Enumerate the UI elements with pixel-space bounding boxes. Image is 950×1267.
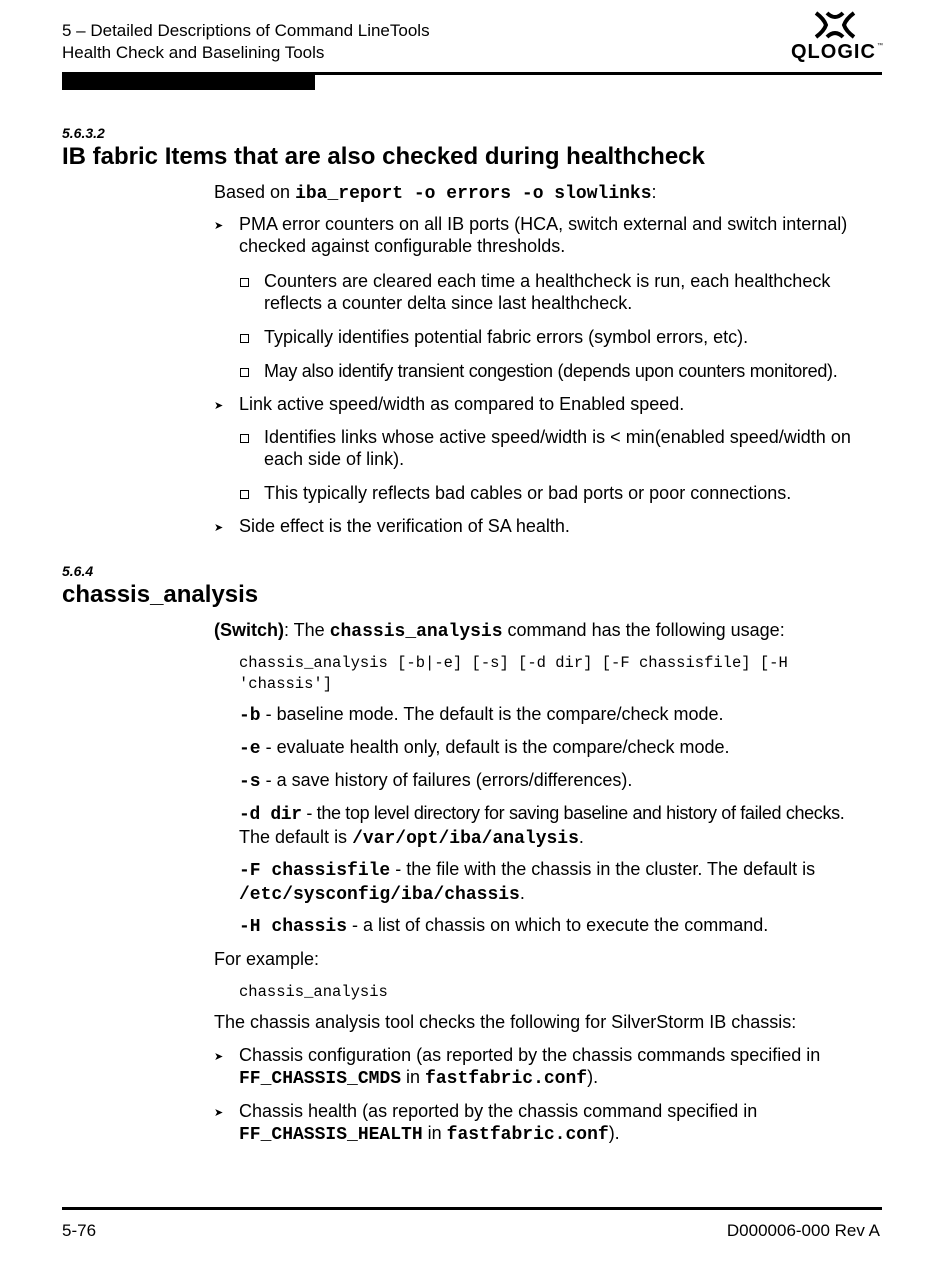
list-item: PMA error counters on all IB ports (HCA, switch external and switch internal) checked against configurable thresholds. xyxy=(239,214,848,256)
qlogic-mark-icon xyxy=(812,11,858,39)
list-subitem: This typically reflects bad cables or bad ports or poor connections. xyxy=(264,483,792,503)
inline-code: iba_report -o errors -o slowlinks xyxy=(295,184,652,204)
section-title: IB fabric Items that are also checked during healthcheck xyxy=(62,143,705,170)
header-section: Health Check and Baselining Tools xyxy=(62,43,325,62)
list-item: Chassis health (as reported by the chassis command specified in FF_CHASSIS_HEALTH in fastfabric.conf). xyxy=(239,1101,758,1145)
qlogic-logo xyxy=(790,9,882,65)
bullet-icon: ➤ xyxy=(214,522,224,534)
option-F: -F chassisfile - the file with the chassis in the cluster. The default is /etc/sysconfig/iba/chassis. xyxy=(239,859,816,905)
option-d: -d dir - the top level directory for saving baseline and history of failed checks. The default is /var/opt/iba/analysis. xyxy=(239,803,845,849)
list-item: Chassis configuration (as reported by the chassis commands specified in FF_CHASSIS_CMDS in fastfabric.conf). xyxy=(239,1045,821,1089)
option-b: -b - baseline mode. The default is the compare/check mode. xyxy=(239,704,724,726)
syntax-block: chassis_analysis [-b|-e] [-s] [-d dir] [-F chassisfile] [-H 'chassis'] xyxy=(239,654,788,693)
list-item: Side effect is the verification of SA health. xyxy=(239,516,570,536)
header-chapter: 5 – Detailed Descriptions of Command LineTools xyxy=(62,21,430,40)
header-bar xyxy=(62,75,315,90)
square-bullet-icon xyxy=(240,490,249,499)
logo-text: QLOGIC xyxy=(791,41,876,63)
document-id: D000006-000 Rev A xyxy=(726,1221,880,1240)
list-subitem: Counters are cleared each time a healthcheck is run, each healthcheck reflects a counter delta since last healthcheck. xyxy=(264,271,831,313)
square-bullet-icon xyxy=(240,434,249,443)
example-code: chassis_analysis xyxy=(239,983,388,1001)
bullet-icon: ➤ xyxy=(214,400,224,412)
square-bullet-icon xyxy=(240,334,249,343)
list-subitem: Identifies links whose active speed/width is < min(enabled speed/width on each side of link). xyxy=(264,427,851,469)
option-H: -H chassis - a list of chassis on which to execute the command. xyxy=(239,915,769,937)
footer-rule xyxy=(62,1207,882,1210)
bullet-icon: ➤ xyxy=(214,1107,224,1119)
checks-intro: The chassis analysis tool checks the following for SilverStorm IB chassis: xyxy=(214,1012,797,1032)
list-subitem: May also identify transient congestion (depends upon counters monitored). xyxy=(264,361,838,381)
list-item: Link active speed/width as compared to Enabled speed. xyxy=(239,394,685,414)
logo-trademark: ™ xyxy=(877,43,883,49)
section-title: chassis_analysis xyxy=(62,581,259,608)
list-subitem: Typically identifies potential fabric errors (symbol errors, etc). xyxy=(264,327,749,347)
section-number: 5.6.4 xyxy=(62,563,94,579)
intro-paragraph: Based on iba_report -o errors -o slowlinks: xyxy=(214,182,657,204)
bullet-icon: ➤ xyxy=(214,1051,224,1063)
bullet-icon: ➤ xyxy=(214,220,224,232)
example-label: For example: xyxy=(214,949,320,969)
option-s: -s - a save history of failures (errors/differences). xyxy=(239,770,633,792)
usage-paragraph: (Switch): The chassis_analysis command has the following usage: xyxy=(214,620,785,642)
inline-code: chassis_analysis xyxy=(329,622,503,642)
section-number: 5.6.3.2 xyxy=(62,125,105,141)
option-e: -e - evaluate health only, default is the compare/check mode. xyxy=(239,737,730,759)
square-bullet-icon xyxy=(240,368,249,377)
square-bullet-icon xyxy=(240,278,249,287)
page-number: 5-76 xyxy=(62,1221,97,1240)
